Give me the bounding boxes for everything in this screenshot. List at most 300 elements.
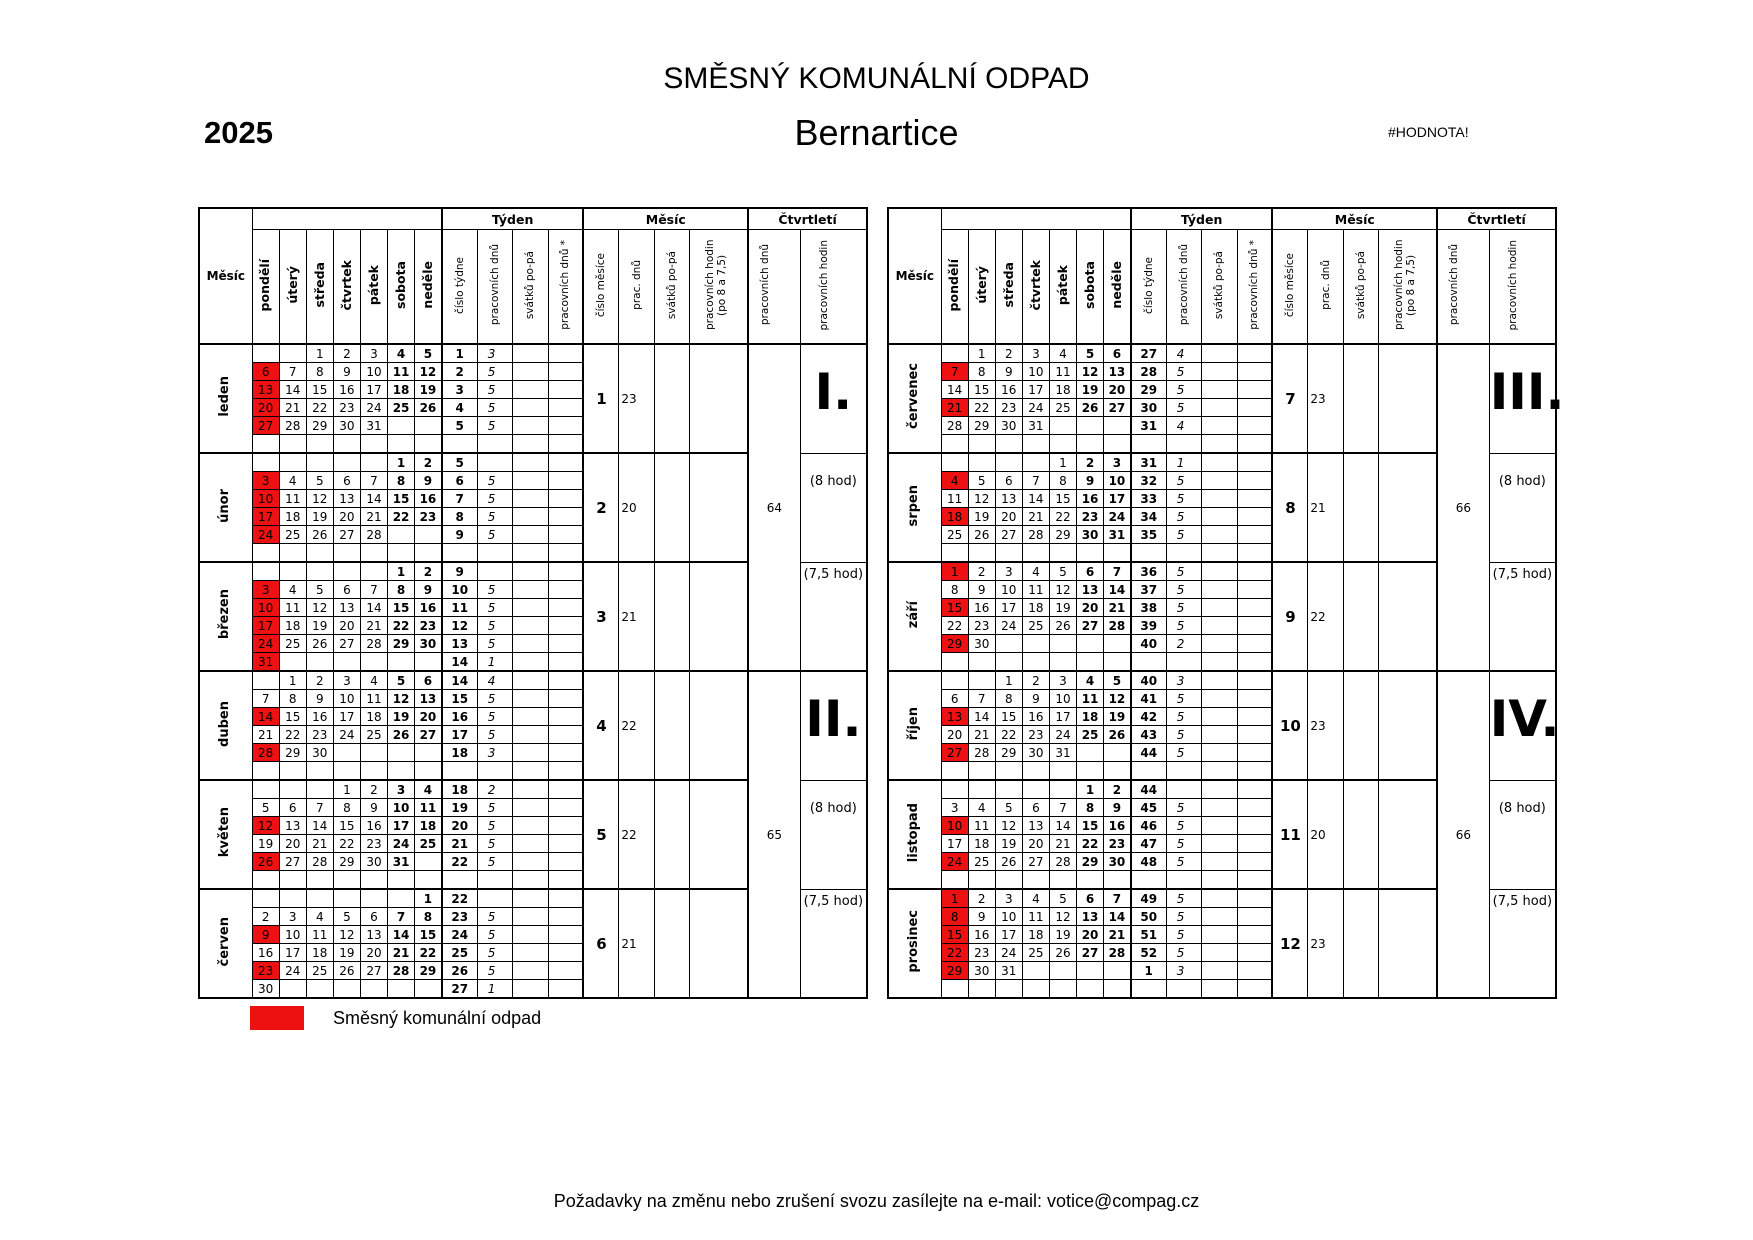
month-name: říjen — [906, 706, 922, 741]
month-work-days: 22 — [619, 671, 654, 780]
day-header-0 — [941, 230, 968, 345]
day-cell: 11 — [1022, 581, 1049, 599]
day-cell: 21 — [1022, 508, 1049, 526]
week-number: 41 — [1131, 690, 1166, 708]
week-number — [1131, 980, 1166, 999]
day-cell — [1022, 980, 1049, 999]
day-cell: 30 — [360, 853, 387, 871]
day-cell — [252, 453, 279, 472]
week-work-days: 5 — [477, 908, 512, 926]
month-name: březen — [217, 589, 233, 640]
week-empty-cell — [1237, 453, 1272, 472]
day-cell: 14 — [279, 381, 306, 399]
day-cell — [415, 744, 442, 762]
day-cell: 14 — [360, 490, 387, 508]
month-col-header-3 — [690, 230, 748, 345]
day-cell: 3 — [995, 889, 1022, 908]
week-number: 43 — [1131, 726, 1166, 744]
day-cell: 18 — [279, 508, 306, 526]
day-cell: 20 — [279, 835, 306, 853]
day-cell — [279, 653, 306, 672]
day-cell: 28 — [1104, 944, 1131, 962]
day-cell — [1077, 435, 1104, 454]
day-cell: 13 — [1104, 363, 1131, 381]
week-empty-cell — [548, 490, 583, 508]
week-empty-cell — [1202, 399, 1237, 417]
month-work-days: 23 — [1308, 671, 1343, 780]
week-number: 3 — [442, 381, 477, 399]
week-empty-cell — [1237, 708, 1272, 726]
legend-swatch — [250, 1006, 304, 1030]
day-cell: 23 — [968, 617, 995, 635]
week-empty-cell — [513, 889, 548, 908]
day-cell — [968, 780, 995, 799]
month-empty-cell — [1379, 780, 1437, 889]
day-cell — [388, 653, 415, 672]
day-cell — [279, 780, 306, 799]
day-header-label: středa — [1000, 262, 1016, 308]
day-cell — [306, 762, 333, 781]
day-header-label: pátek — [365, 264, 381, 306]
day-header-label: sobota — [392, 261, 408, 309]
day-cell: 3 — [1104, 453, 1131, 472]
day-cell: 27 — [1077, 944, 1104, 962]
week-number: 12 — [442, 617, 477, 635]
day-cell: 11 — [941, 490, 968, 508]
week-number: 38 — [1131, 599, 1166, 617]
week-number: 40 — [1131, 635, 1166, 653]
day-header-label: pátek — [1054, 264, 1070, 306]
day-cell: 8 — [968, 363, 995, 381]
week-work-days: 5 — [477, 690, 512, 708]
day-cell: 26 — [968, 526, 995, 544]
day-cell — [1077, 962, 1104, 980]
day-header-2 — [306, 230, 333, 345]
collection-day-cell: 26 — [252, 853, 279, 871]
day-cell: 22 — [306, 399, 333, 417]
day-cell — [279, 544, 306, 563]
week-number — [1131, 871, 1166, 890]
week-empty-cell — [548, 944, 583, 962]
day-cell — [941, 435, 968, 454]
week-number: 27 — [1131, 344, 1166, 363]
day-cell: 29 — [1049, 526, 1076, 544]
month-col-label: pracovních hodin (po 8 a 7,5) — [1392, 239, 1417, 331]
week-empty-cell — [1237, 581, 1272, 599]
month-col-label: pracovních hodin (po 8 a 7,5) — [703, 239, 728, 331]
collection-day-cell: 31 — [252, 653, 279, 672]
collection-day-cell: 14 — [252, 708, 279, 726]
week-number: 31 — [1131, 417, 1166, 435]
day-cell: 4 — [1049, 344, 1076, 363]
month-col-header-1 — [619, 230, 654, 345]
day-cell: 9 — [1022, 690, 1049, 708]
day-cell: 17 — [1022, 381, 1049, 399]
day-cell: 29 — [388, 635, 415, 653]
day-cell: 18 — [1022, 926, 1049, 944]
day-cell: 18 — [360, 708, 387, 726]
day-cell: 2 — [968, 889, 995, 908]
day-cell: 1 — [968, 344, 995, 363]
week-empty-cell — [1202, 671, 1237, 690]
day-header-6 — [415, 230, 442, 345]
day-cell: 30 — [995, 417, 1022, 435]
week-number: 30 — [1131, 399, 1166, 417]
day-cell — [333, 762, 360, 781]
day-cell: 2 — [1104, 780, 1131, 799]
day-cell — [968, 453, 995, 472]
day-cell — [1049, 871, 1076, 890]
collection-day-cell: 10 — [252, 490, 279, 508]
day-cell: 19 — [252, 835, 279, 853]
day-cell — [941, 980, 968, 999]
day-cell: 24 — [995, 617, 1022, 635]
day-cell: 19 — [306, 508, 333, 526]
collection-day-cell: 1 — [941, 889, 968, 908]
month-group-header — [1272, 208, 1437, 230]
week-empty-cell — [548, 581, 583, 599]
day-cell: 18 — [415, 817, 442, 835]
day-cell: 26 — [995, 853, 1022, 871]
day-cell: 6 — [1077, 889, 1104, 908]
month-number: 8 — [1272, 453, 1307, 562]
month-name: květen — [217, 807, 233, 858]
week-empty-cell — [513, 508, 548, 526]
day-cell — [1104, 744, 1131, 762]
month-name: září — [906, 600, 922, 629]
week-number: 40 — [1131, 671, 1166, 690]
day-cell — [415, 762, 442, 781]
day-cell — [306, 889, 333, 908]
week-empty-cell — [1237, 726, 1272, 744]
day-cell: 22 — [415, 944, 442, 962]
day-cell: 11 — [1049, 363, 1076, 381]
week-empty-cell — [1237, 562, 1272, 581]
day-cell: 23 — [333, 399, 360, 417]
week-work-days: 5 — [477, 926, 512, 944]
week-empty-cell — [1237, 944, 1272, 962]
day-cell: 20 — [995, 508, 1022, 526]
day-cell: 27 — [1104, 399, 1131, 417]
day-cell: 10 — [333, 690, 360, 708]
day-cell — [279, 871, 306, 890]
day-cell: 16 — [252, 944, 279, 962]
week-empty-cell — [513, 363, 548, 381]
day-cell: 25 — [1022, 944, 1049, 962]
week-work-days: 5 — [477, 508, 512, 526]
month-group-header-label: Měsíc — [1334, 211, 1375, 227]
quarter-group-header-label: Čtvrtletí — [778, 211, 837, 227]
week-number: 28 — [1131, 363, 1166, 381]
week-number: 49 — [1131, 889, 1166, 908]
day-cell — [1049, 980, 1076, 999]
collection-day-cell: 10 — [252, 599, 279, 617]
day-cell: 25 — [279, 635, 306, 653]
day-header-5 — [1077, 230, 1104, 345]
hours-8-label: (8 hod) — [809, 800, 857, 816]
week-empty-cell — [1237, 835, 1272, 853]
day-cell: 13 — [279, 817, 306, 835]
day-cell: 11 — [1077, 690, 1104, 708]
day-cell: 4 — [360, 671, 387, 690]
week-work-days: 5 — [477, 417, 512, 435]
week-number: 20 — [442, 817, 477, 835]
day-cell: 19 — [388, 708, 415, 726]
hours-8-cell — [800, 780, 867, 889]
day-cell: 8 — [333, 799, 360, 817]
collection-day-cell: 29 — [941, 962, 968, 980]
week-number — [1131, 762, 1166, 781]
day-cell: 20 — [941, 726, 968, 744]
day-cell — [995, 635, 1022, 653]
day-cell — [333, 744, 360, 762]
week-work-days: 5 — [1166, 399, 1201, 417]
day-cell: 18 — [968, 835, 995, 853]
day-cell — [388, 526, 415, 544]
collection-day-cell: 4 — [941, 472, 968, 490]
day-cell: 20 — [415, 708, 442, 726]
week-work-days: 5 — [1166, 744, 1201, 762]
day-cell: 26 — [333, 962, 360, 980]
day-cell: 17 — [995, 926, 1022, 944]
day-cell: 25 — [1077, 726, 1104, 744]
day-cell — [1104, 871, 1131, 890]
day-cell: 25 — [1022, 617, 1049, 635]
day-cell: 12 — [388, 690, 415, 708]
day-cell: 15 — [1077, 817, 1104, 835]
week-empty-cell — [548, 453, 583, 472]
week-empty-cell — [1202, 581, 1237, 599]
week-work-days: 4 — [1166, 344, 1201, 363]
day-cell: 17 — [1104, 490, 1131, 508]
week-empty-cell — [513, 871, 548, 890]
day-cell: 28 — [968, 744, 995, 762]
days-group-header — [252, 208, 442, 230]
day-cell — [415, 544, 442, 563]
month-col-label: svátků po-pá — [1355, 250, 1367, 320]
day-cell: 28 — [306, 853, 333, 871]
day-cell: 28 — [1022, 526, 1049, 544]
week-number: 14 — [442, 671, 477, 690]
day-header-label: neděle — [419, 261, 435, 309]
week-empty-cell — [513, 344, 548, 363]
day-cell: 4 — [279, 472, 306, 490]
week-empty-cell — [548, 908, 583, 926]
day-cell: 30 — [968, 962, 995, 980]
week-work-days — [1166, 980, 1201, 999]
day-cell — [306, 453, 333, 472]
week-number: 18 — [442, 744, 477, 762]
hours-8-label: (8 hod) — [809, 473, 857, 489]
day-cell: 5 — [968, 472, 995, 490]
week-work-days — [477, 453, 512, 472]
week-empty-cell — [548, 363, 583, 381]
day-cell — [360, 653, 387, 672]
week-number: 26 — [442, 962, 477, 980]
day-cell — [252, 780, 279, 799]
day-cell: 27 — [333, 526, 360, 544]
day-cell: 5 — [252, 799, 279, 817]
day-cell — [415, 653, 442, 672]
week-number: 5 — [442, 417, 477, 435]
month-work-days: 20 — [619, 453, 654, 562]
day-cell: 12 — [306, 490, 333, 508]
day-cell: 27 — [1022, 853, 1049, 871]
week-work-days: 5 — [1166, 690, 1201, 708]
collection-day-cell: 1 — [941, 562, 968, 581]
week-empty-cell — [548, 599, 583, 617]
day-cell — [360, 544, 387, 563]
month-empty-cell — [1343, 562, 1378, 671]
day-cell: 16 — [415, 490, 442, 508]
day-cell: 25 — [968, 853, 995, 871]
week-work-days: 5 — [477, 708, 512, 726]
week-empty-cell — [1202, 472, 1237, 490]
day-cell: 2 — [968, 562, 995, 581]
day-cell: 26 — [1104, 726, 1131, 744]
day-cell: 21 — [968, 726, 995, 744]
day-cell: 27 — [1077, 617, 1104, 635]
week-empty-cell — [1202, 908, 1237, 926]
week-row — [888, 671, 1556, 690]
day-cell — [941, 671, 968, 690]
week-number: 21 — [442, 835, 477, 853]
day-cell — [995, 780, 1022, 799]
day-cell: 24 — [995, 944, 1022, 962]
day-cell: 26 — [415, 399, 442, 417]
day-cell: 23 — [306, 726, 333, 744]
week-empty-cell — [1237, 344, 1272, 363]
month-name: únor — [217, 488, 233, 523]
day-cell — [1077, 871, 1104, 890]
week-empty-cell — [1202, 435, 1237, 454]
day-cell — [388, 871, 415, 890]
day-cell: 29 — [306, 417, 333, 435]
week-number: 23 — [442, 908, 477, 926]
day-cell: 30 — [333, 417, 360, 435]
day-cell — [333, 435, 360, 454]
week-empty-cell — [513, 653, 548, 672]
hours-7-5-cell — [1489, 562, 1556, 671]
day-cell: 2 — [995, 344, 1022, 363]
day-cell: 4 — [1022, 562, 1049, 581]
day-cell: 5 — [1077, 344, 1104, 363]
week-work-days: 5 — [1166, 817, 1201, 835]
calendar-table-first-half — [198, 207, 868, 999]
week-empty-cell — [548, 871, 583, 890]
day-cell — [941, 762, 968, 781]
day-cell: 11 — [388, 363, 415, 381]
week-empty-cell — [513, 762, 548, 781]
day-cell: 22 — [388, 617, 415, 635]
day-cell — [360, 980, 387, 999]
month-empty-cell — [1379, 889, 1437, 998]
week-empty-cell — [1237, 399, 1272, 417]
month-empty-cell — [654, 780, 689, 889]
day-cell — [1022, 762, 1049, 781]
day-cell: 8 — [388, 581, 415, 599]
day-cell — [1077, 635, 1104, 653]
day-cell — [995, 980, 1022, 999]
day-cell — [333, 653, 360, 672]
day-cell: 9 — [360, 799, 387, 817]
week-empty-cell — [1202, 744, 1237, 762]
day-cell: 30 — [1077, 526, 1104, 544]
day-cell: 23 — [1104, 835, 1131, 853]
week-work-days — [1166, 435, 1201, 454]
day-cell: 18 — [1077, 708, 1104, 726]
day-cell — [388, 980, 415, 999]
day-cell: 11 — [279, 490, 306, 508]
day-cell: 3 — [388, 780, 415, 799]
week-empty-cell — [513, 708, 548, 726]
day-cell: 5 — [415, 344, 442, 363]
month-empty-cell — [690, 780, 748, 889]
month-work-days: 23 — [1308, 889, 1343, 998]
day-cell: 20 — [333, 508, 360, 526]
week-empty-cell — [513, 671, 548, 690]
month-col-label: svátků po-pá — [666, 250, 678, 320]
week-number: 42 — [1131, 708, 1166, 726]
week-work-days: 5 — [1166, 708, 1201, 726]
week-number: 50 — [1131, 908, 1166, 926]
month-col-header-0 — [583, 230, 618, 345]
collection-day-cell: 24 — [252, 635, 279, 653]
day-cell: 26 — [1049, 944, 1076, 962]
day-cell: 2 — [1077, 453, 1104, 472]
day-cell: 12 — [1077, 363, 1104, 381]
week-work-days: 3 — [477, 744, 512, 762]
day-cell: 4 — [388, 344, 415, 363]
week-empty-cell — [1237, 690, 1272, 708]
day-cell: 19 — [968, 508, 995, 526]
day-cell: 7 — [360, 581, 387, 599]
week-empty-cell — [1202, 708, 1237, 726]
hours-8-label: (8 hod) — [1498, 473, 1546, 489]
month-number: 11 — [1272, 780, 1307, 889]
month-name-cell — [199, 671, 252, 780]
day-cell: 26 — [306, 635, 333, 653]
week-number: 7 — [442, 490, 477, 508]
quarter-col-label: pracovních dnů — [759, 244, 772, 326]
day-cell: 13 — [1022, 817, 1049, 835]
day-cell — [306, 653, 333, 672]
week-work-days: 5 — [477, 581, 512, 599]
day-cell — [995, 653, 1022, 672]
day-cell: 11 — [279, 599, 306, 617]
day-header-2 — [995, 230, 1022, 345]
week-work-days: 5 — [477, 835, 512, 853]
week-work-days: 5 — [1166, 853, 1201, 871]
day-cell — [360, 762, 387, 781]
week-empty-cell — [548, 653, 583, 672]
day-cell: 5 — [1049, 889, 1076, 908]
month-empty-cell — [690, 453, 748, 562]
day-cell: 29 — [279, 744, 306, 762]
quarter-label-cell — [800, 671, 867, 780]
day-cell — [333, 871, 360, 890]
week-col-header-3 — [548, 230, 583, 345]
week-empty-cell — [1202, 817, 1237, 835]
week-empty-cell — [1237, 363, 1272, 381]
quarter-work-days: 66 — [1437, 344, 1489, 671]
week-empty-cell — [1202, 599, 1237, 617]
week-empty-cell — [513, 472, 548, 490]
month-name-cell — [199, 453, 252, 562]
month-name-cell — [199, 562, 252, 671]
week-empty-cell — [513, 617, 548, 635]
quarter-col-label: pracovních hodin — [818, 239, 831, 331]
